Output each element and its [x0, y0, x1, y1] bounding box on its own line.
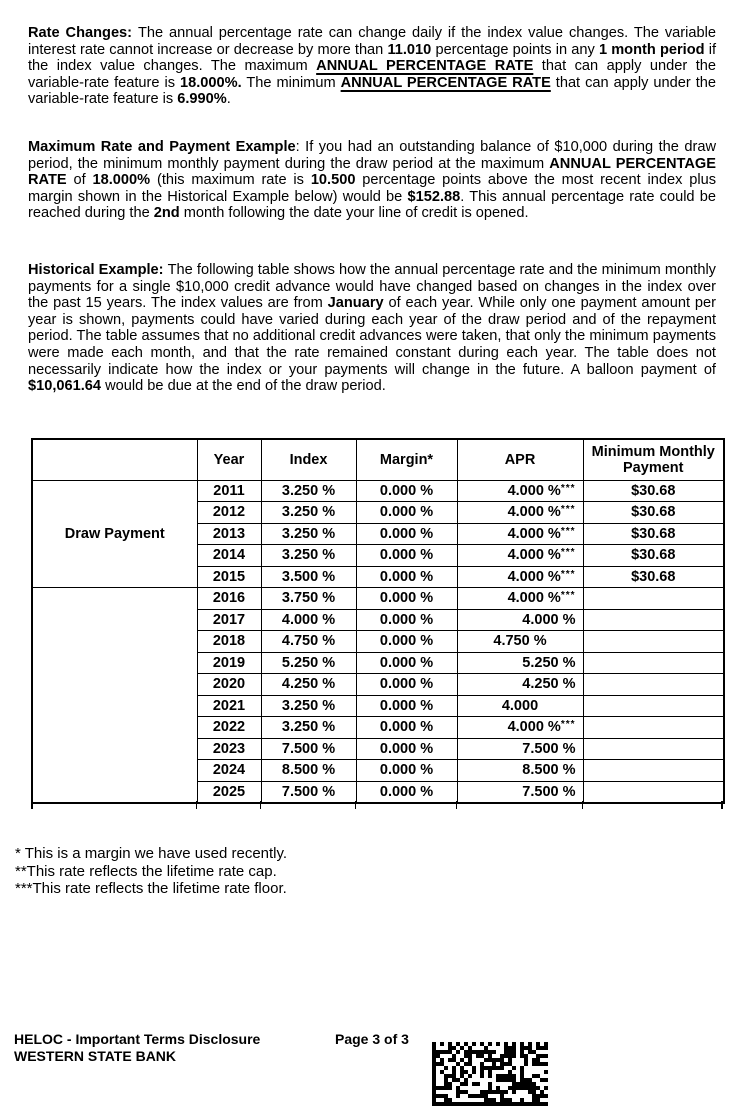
cell-margin: 0.000 % — [356, 695, 457, 717]
text-segment: 1 month period — [598, 41, 705, 58]
cell-minimum-payment — [583, 738, 724, 760]
header-apr: APR — [457, 439, 583, 480]
cell-apr: 5.250 % — [457, 652, 583, 674]
text-segment: January — [327, 295, 384, 312]
text-segment: : If you had an outstanding balance of $10,000 during the draw period, the minimum monthly payment during the draw period at the maximum — [28, 139, 717, 172]
text-segment: Historical Example: — [28, 262, 168, 278]
cell-apr: 4.000 %*** — [457, 523, 583, 545]
cell-margin: 0.000 % — [356, 674, 457, 696]
text-segment: ANNUAL PERCENTAGE RATE — [28, 155, 716, 189]
cell-year: 2023 — [197, 738, 261, 760]
data-matrix-barcode-icon — [432, 1042, 548, 1106]
text-segment: month following the date your line of credit is opened. — [179, 205, 529, 222]
text-segment: 2nd — [153, 205, 180, 222]
cell-margin: 0.000 % — [356, 631, 457, 653]
table-bottom-fringe — [31, 801, 723, 809]
cell-minimum-payment: $30.68 — [583, 545, 724, 567]
table-bottom-tick — [31, 801, 33, 809]
cell-apr: 4.000 %*** — [457, 502, 583, 524]
cell-apr: 4.000 %*** — [457, 545, 583, 567]
row-group-label: Draw Payment — [32, 480, 197, 588]
cell-index: 3.250 % — [261, 502, 356, 524]
header-margin: Margin* — [356, 439, 457, 480]
table-bottom-tick — [721, 801, 723, 809]
cell-apr: 7.500 % — [457, 738, 583, 760]
table-bottom-tick — [355, 801, 356, 809]
text-segment: ANNUAL PERCENTAGE RATE — [340, 74, 551, 91]
text-segment: would be due at the end of the draw period. — [101, 378, 386, 395]
cell-year: 2016 — [197, 588, 261, 610]
paragraph-maximum-rate-example — [28, 139, 716, 222]
table-row — [32, 588, 724, 610]
text-segment: that can apply under the variable-rate feature is — [28, 58, 716, 91]
cell-index: 3.250 % — [261, 717, 356, 739]
cell-margin: 0.000 % — [356, 738, 457, 760]
text-segment: percentage points in any — [431, 41, 599, 58]
cell-apr: 4.000 %*** — [457, 480, 583, 502]
cell-year: 2013 — [197, 523, 261, 545]
cell-minimum-payment — [583, 609, 724, 631]
bank-name: WESTERN STATE BANK — [14, 1048, 177, 1064]
cell-index: 8.500 % — [261, 760, 356, 782]
cell-margin: 0.000 % — [356, 781, 457, 803]
apr-footnote-marker: *** — [560, 482, 576, 494]
cell-minimum-payment: $30.68 — [583, 480, 724, 502]
cell-apr: 4.000 %*** — [457, 566, 583, 588]
cell-year: 2022 — [197, 717, 261, 739]
text-segment: Maximum Rate and Payment Example — [28, 139, 296, 155]
page-number: Page 3 of 3 — [335, 1031, 409, 1047]
apr-footnote-marker: *** — [560, 547, 576, 559]
text-segment: 11.010 — [387, 41, 432, 58]
cell-year: 2015 — [197, 566, 261, 588]
text-segment: The minimum — [241, 74, 341, 91]
cell-year: 2024 — [197, 760, 261, 782]
cell-index: 3.750 % — [261, 588, 356, 610]
apr-footnote-marker: *** — [560, 719, 576, 731]
cell-apr: 4.750 % — [457, 631, 583, 653]
table-bottom-tick — [196, 801, 197, 809]
table-row — [32, 480, 724, 502]
cell-apr: 4.000 %*** — [457, 717, 583, 739]
text-segment: The following table shows how the annual percentage rate and the minimum monthly payments for a single $10,000 credit advance would have changed based on changes in the index over the past 15 years. The index values are from — [28, 262, 716, 312]
text-segment: 18.000%. — [179, 74, 242, 91]
cell-minimum-payment — [583, 781, 724, 803]
cell-minimum-payment — [583, 717, 724, 739]
footnotes — [15, 845, 287, 898]
text-segment: (this maximum rate is — [150, 172, 311, 189]
text-segment: . — [226, 91, 231, 108]
cell-minimum-payment: $30.68 — [583, 523, 724, 545]
cell-index: 7.500 % — [261, 781, 356, 803]
document-title: HELOC - Important Terms Disclosure — [14, 1031, 261, 1047]
cell-margin: 0.000 % — [356, 480, 457, 502]
apr-footnote-marker: *** — [560, 590, 576, 602]
cell-year: 2018 — [197, 631, 261, 653]
cell-index: 3.250 % — [261, 545, 356, 567]
cell-index: 3.500 % — [261, 566, 356, 588]
cell-minimum-payment — [583, 674, 724, 696]
footnote-rate-floor: ***This rate reflects the lifetime rate floor. — [15, 880, 287, 897]
text-segment: ANNUAL PERCENTAGE RATE — [316, 58, 534, 75]
table-bottom-tick — [456, 801, 457, 809]
text-segment: 6.990% — [177, 91, 227, 108]
cell-minimum-payment — [583, 588, 724, 610]
text-segment: 10.500 — [310, 172, 356, 189]
apr-footnote-marker: *** — [560, 568, 576, 580]
cell-year: 2012 — [197, 502, 261, 524]
text-segment: $10,061.64 — [28, 378, 102, 395]
cell-apr: 8.500 % — [457, 760, 583, 782]
cell-year: 2014 — [197, 545, 261, 567]
cell-index: 3.250 % — [261, 480, 356, 502]
paragraph-rate-changes — [28, 25, 716, 108]
text-segment: 18.000% — [92, 172, 151, 189]
footnote-rate-cap: **This rate reflects the lifetime rate cap. — [15, 862, 277, 880]
apr-footnote-marker: *** — [560, 525, 576, 537]
cell-margin: 0.000 % — [356, 588, 457, 610]
cell-minimum-payment — [583, 652, 724, 674]
row-group-label — [32, 588, 197, 803]
cell-year: 2025 — [197, 781, 261, 803]
text-segment: if the index value changes. The maximum — [28, 41, 716, 75]
cell-index: 5.250 % — [261, 652, 356, 674]
text-segment: percentage points above the most recent index plus margin shown in the Historical Example below) would be — [28, 172, 716, 205]
text-segment: The annual percentage rate can change daily if the index value changes. The variable interest rate cannot increase or decrease by more than — [28, 25, 716, 58]
text-segment: of — [66, 172, 93, 189]
cell-minimum-payment — [583, 760, 724, 782]
cell-apr: 4.000 % — [457, 609, 583, 631]
cell-year: 2019 — [197, 652, 261, 674]
cell-index: 3.250 % — [261, 523, 356, 545]
cell-apr: 4.000 %*** — [457, 588, 583, 610]
footnote-margin: * This is a margin we have used recently. — [15, 845, 288, 862]
cell-index: 4.750 % — [261, 631, 356, 653]
cell-year: 2011 — [197, 480, 261, 502]
cell-margin: 0.000 % — [356, 609, 457, 631]
cell-index: 7.500 % — [261, 738, 356, 760]
cell-apr: 7.500 % — [457, 781, 583, 803]
paragraph-historical-example — [28, 262, 716, 395]
header-index: Index — [261, 439, 356, 480]
text-segment: Rate Changes: — [28, 25, 138, 41]
apr-footnote-marker: *** — [560, 504, 576, 516]
header-minimum-monthly-payment: Minimum Monthly Payment — [583, 439, 724, 480]
cell-year: 2017 — [197, 609, 261, 631]
cell-index: 4.250 % — [261, 674, 356, 696]
cell-minimum-payment: $30.68 — [583, 502, 724, 524]
text-segment: of each year. While only one payment amount per year is shown, payments could have varied during each year of the draw period and of the repayment period. The table assumes that no additional credit advances were taken, that only the minimum payments were made each month, and that the rate remained constant during each year. The table does not necessarily indicate how the index or your payments will change in the future. A balloon payment of — [28, 295, 716, 378]
cell-minimum-payment — [583, 631, 724, 653]
text-segment: $152.88 — [407, 188, 461, 205]
header-year: Year — [197, 439, 261, 480]
cell-margin: 0.000 % — [356, 566, 457, 588]
cell-minimum-payment: $30.68 — [583, 566, 724, 588]
cell-index: 4.000 % — [261, 609, 356, 631]
cell-margin: 0.000 % — [356, 502, 457, 524]
table-bottom-tick — [260, 801, 261, 809]
cell-margin: 0.000 % — [356, 523, 457, 545]
historical-example-table — [31, 438, 725, 804]
cell-margin: 0.000 % — [356, 717, 457, 739]
cell-year: 2020 — [197, 674, 261, 696]
table-bottom-tick — [582, 801, 583, 809]
cell-apr: 4.000 — [457, 695, 583, 717]
cell-year: 2021 — [197, 695, 261, 717]
cell-margin: 0.000 % — [356, 545, 457, 567]
cell-index: 3.250 % — [261, 695, 356, 717]
text-segment: that can apply under the variable-rate feature is — [28, 74, 716, 108]
cell-margin: 0.000 % — [356, 652, 457, 674]
cell-apr: 4.250 % — [457, 674, 583, 696]
text-segment: . This annual percentage rate could be reached during the — [28, 188, 716, 222]
cell-margin: 0.000 % — [356, 760, 457, 782]
footer — [14, 1031, 260, 1065]
table-header-row — [32, 439, 724, 480]
cell-minimum-payment — [583, 695, 724, 717]
header-group — [32, 439, 197, 480]
